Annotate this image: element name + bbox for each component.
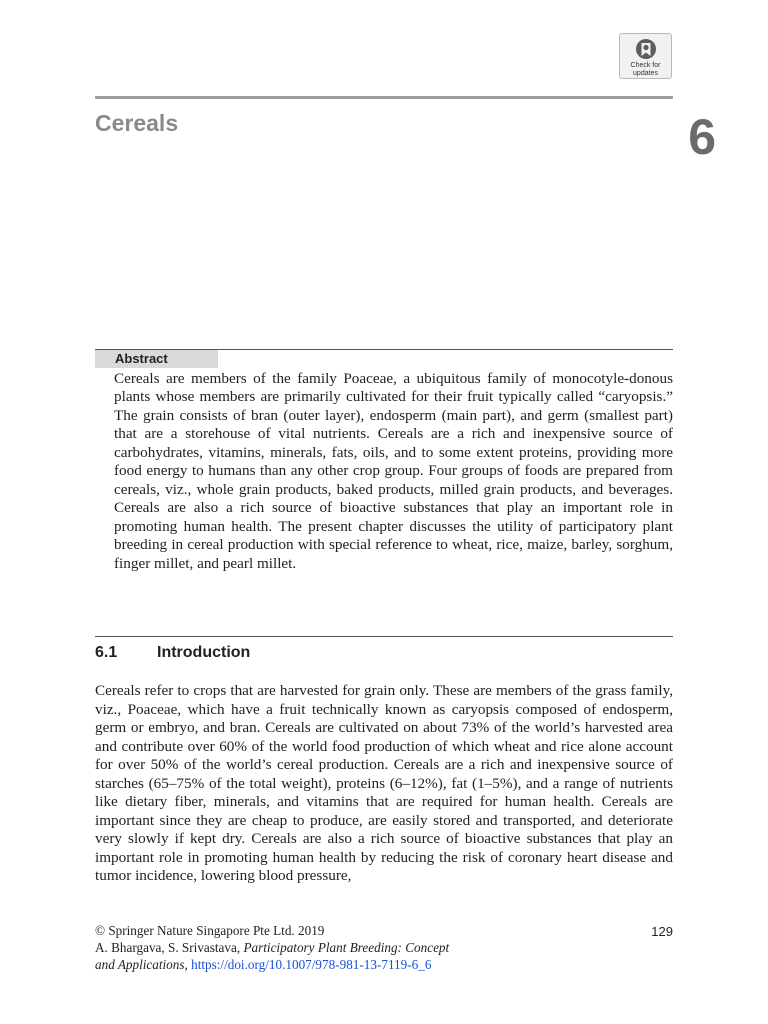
abstract-text: Cereals are members of the family Poaceae, a ubiquitous family of monocotyle-donous plants whose members are primarily cultivated for their fruit typically called “caryopsis.” The grain consists of bran (outer layer), endosperm (main part), and germ (smallest part) that are a storehouse of vital nutrients. Cereals are a rich and inexpensive source of carbohydrates, vitamins, minerals, fats, oils, and to some extent proteins, providing more food energy to humans than any other crop group. Four groups of foods are prepared from cereals, viz., whole grain products, baked products, milled grain products, and beverages. Cereals are also a rich source of bioactive substances that play an important role in promoting human health. The present chapter discusses the utility of participatory plant breeding in cereal production with special reference to wheat, rice, maize, barley, sorghum, finger millet, and pearl millet. — [114, 370, 673, 572]
chapter-top-rule — [95, 96, 673, 99]
chapter-title: Cereals — [95, 110, 179, 136]
book-title-part1: Participatory Plant Breeding: Concept — [243, 940, 450, 955]
chapter-number: 6 — [688, 109, 716, 165]
section-number: 6.1 — [95, 644, 118, 661]
book-title-part2: and Applications — [95, 957, 185, 972]
introduction-paragraph: Cereals refer to crops that are harvested for grain only. These are members of the grass family, viz., Poaceae, which have a fruit technically known as caryopsis composed of endosperm, germ or embryo, and bran. Cereals are cultivated on about 73% of the world’s harvested area and contribute over 60% of the world food production of which wheat and rice alone account for over 50% of the world’s cereal production. Cereals are a rich and inexpensive source of starches (65–75% of the total weight), proteins (6–12%), fat (1–5%), and a range of nutrients like dietary fiber, minerals, and vitamins that are required for human health. Cereals are important since they are cheap to produce, are easily stored and transported, and deteriorate very slowly if kept dry. Cereals are also a rich source of bioactive substances that play an important role in promoting human health by reducing the risk of coronary heart disease and tumor incidence, lowering blood pressure, — [95, 682, 673, 884]
doi-link[interactable]: https://doi.org/10.1007/978-981-13-7119-6_6 — [191, 957, 432, 972]
badge-line-2: updates — [633, 70, 658, 77]
check-for-updates-badge[interactable] — [619, 33, 672, 79]
check-for-updates-icon — [634, 37, 658, 61]
copyright-line: © Springer Nature Singapore Pte Ltd. 2019 — [95, 923, 325, 938]
section-heading — [95, 643, 250, 663]
citation-authors: A. Bhargava, S. Srivastava, — [95, 940, 244, 955]
section-title: Introduction — [157, 644, 251, 661]
badge-line-1: Check for — [630, 62, 661, 69]
citation-separator: , — [184, 957, 192, 972]
abstract-label: Abstract — [95, 350, 218, 368]
footer-citation — [95, 922, 595, 973]
page-number: 129 — [651, 924, 673, 939]
section-rule — [95, 636, 673, 637]
